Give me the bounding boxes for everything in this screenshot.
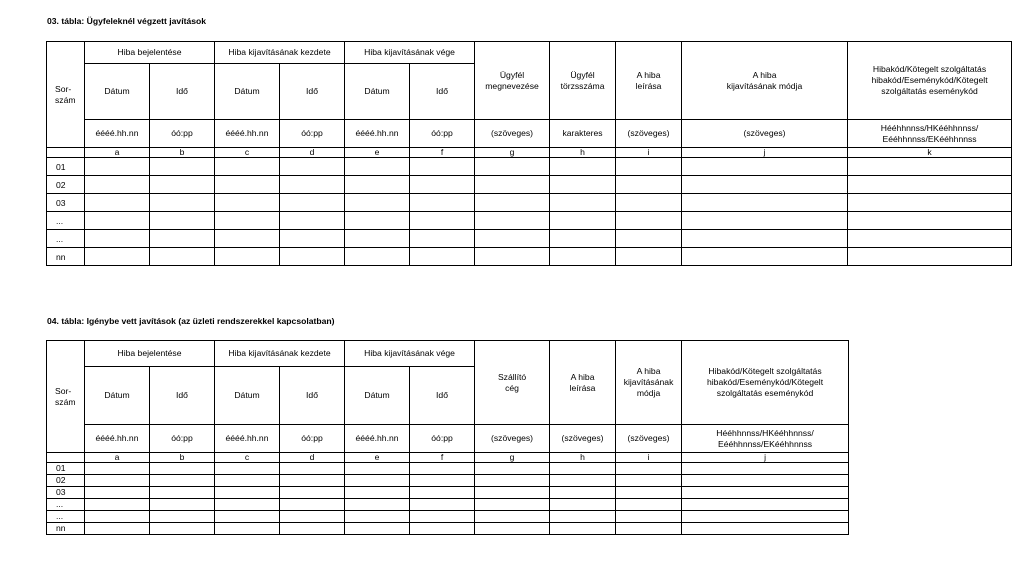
table-03 bbox=[46, 41, 1012, 266]
header-ido: Idő bbox=[410, 64, 475, 120]
data-cell bbox=[550, 463, 616, 475]
data-cell bbox=[215, 176, 280, 194]
table-row bbox=[47, 158, 1012, 176]
data-cell bbox=[682, 463, 849, 475]
table-row bbox=[47, 523, 849, 535]
column-letter: f bbox=[410, 453, 475, 463]
column-letter: a bbox=[85, 453, 150, 463]
data-cell bbox=[410, 499, 475, 511]
table-03-rows bbox=[47, 158, 1012, 266]
header-ugyfel-torzsszama: Ügyfél törzsszáma bbox=[550, 42, 616, 120]
empty-cell bbox=[47, 148, 85, 158]
data-cell bbox=[280, 475, 345, 487]
data-cell bbox=[475, 511, 550, 523]
data-cell bbox=[280, 176, 345, 194]
data-cell bbox=[150, 212, 215, 230]
data-cell bbox=[616, 487, 682, 499]
data-cell bbox=[848, 158, 1012, 176]
data-cell bbox=[475, 176, 550, 194]
format-hibakod: Hééhhnnss/HKééhhnnss/ Eééhhnnss/EKééhhnnss bbox=[682, 425, 849, 453]
data-cell bbox=[682, 212, 848, 230]
header-ugyfel-megnevezese: Ügyfél megnevezése bbox=[475, 42, 550, 120]
data-cell bbox=[475, 212, 550, 230]
data-cell bbox=[280, 499, 345, 511]
data-cell bbox=[85, 176, 150, 194]
table-03-title: 03. tábla: Ügyfeleknél végzett javítások bbox=[47, 16, 207, 26]
data-cell bbox=[550, 499, 616, 511]
column-letter: e bbox=[345, 148, 410, 158]
data-cell bbox=[150, 475, 215, 487]
data-cell bbox=[150, 194, 215, 212]
format-datum: éééé.hh.nn bbox=[345, 425, 410, 453]
group-kezdete: Hiba kijavításának kezdete bbox=[215, 341, 345, 367]
format-szoveges: (szöveges) bbox=[682, 120, 848, 148]
column-letter: j bbox=[682, 148, 848, 158]
table-row bbox=[47, 194, 1012, 212]
data-cell bbox=[280, 523, 345, 535]
sorszam-header: Sor- szám bbox=[47, 42, 85, 148]
data-cell bbox=[682, 194, 848, 212]
column-letter: h bbox=[550, 148, 616, 158]
format-ido: óó:pp bbox=[150, 425, 215, 453]
format-ido: óó:pp bbox=[280, 425, 345, 453]
data-cell bbox=[280, 212, 345, 230]
header-hibakod: Hibakód/Kötegelt szolgáltatás hibakód/Eseménykód/Kötegelt szolgáltatás eseménykód bbox=[848, 42, 1012, 120]
header-ido: Idő bbox=[150, 367, 215, 425]
data-cell bbox=[682, 511, 849, 523]
data-cell bbox=[215, 158, 280, 176]
format-szoveges: (szöveges) bbox=[616, 425, 682, 453]
data-cell bbox=[150, 230, 215, 248]
data-cell bbox=[848, 176, 1012, 194]
table-04-title: 04. tábla: Igénybe vett javítások (az üzleti rendszerekkel kapcsolatban) bbox=[47, 316, 335, 326]
column-letter: e bbox=[345, 453, 410, 463]
format-datum: éééé.hh.nn bbox=[85, 120, 150, 148]
data-cell bbox=[475, 487, 550, 499]
column-letter: c bbox=[215, 453, 280, 463]
data-cell bbox=[550, 248, 616, 266]
table-row bbox=[47, 475, 849, 487]
table-row bbox=[47, 463, 849, 475]
data-cell bbox=[616, 230, 682, 248]
data-cell bbox=[215, 499, 280, 511]
format-ido: óó:pp bbox=[410, 425, 475, 453]
data-cell bbox=[616, 523, 682, 535]
header-datum: Dátum bbox=[345, 64, 410, 120]
data-cell bbox=[550, 230, 616, 248]
data-cell bbox=[345, 212, 410, 230]
data-cell bbox=[85, 511, 150, 523]
data-cell bbox=[848, 212, 1012, 230]
header-ido: Idő bbox=[150, 64, 215, 120]
format-szoveges: (szöveges) bbox=[616, 120, 682, 148]
format-szoveges: (szöveges) bbox=[475, 120, 550, 148]
data-cell bbox=[475, 248, 550, 266]
group-bejelentes: Hiba bejelentése bbox=[85, 42, 215, 64]
data-cell bbox=[345, 523, 410, 535]
sorszam-header: Sor- szám bbox=[47, 341, 85, 453]
data-cell bbox=[682, 487, 849, 499]
data-cell bbox=[410, 248, 475, 266]
data-cell bbox=[682, 499, 849, 511]
data-cell bbox=[150, 487, 215, 499]
data-cell bbox=[848, 194, 1012, 212]
data-cell bbox=[550, 212, 616, 230]
data-cell bbox=[616, 511, 682, 523]
data-cell bbox=[345, 499, 410, 511]
column-letter: f bbox=[410, 148, 475, 158]
row-number: 03 bbox=[47, 194, 85, 212]
column-letter: h bbox=[550, 453, 616, 463]
data-cell bbox=[345, 248, 410, 266]
column-letter: b bbox=[150, 453, 215, 463]
format-ido: óó:pp bbox=[150, 120, 215, 148]
data-cell bbox=[85, 523, 150, 535]
data-cell bbox=[410, 194, 475, 212]
column-letter: c bbox=[215, 148, 280, 158]
format-datum: éééé.hh.nn bbox=[215, 425, 280, 453]
data-cell bbox=[475, 158, 550, 176]
format-karakteres: karakteres bbox=[550, 120, 616, 148]
data-cell bbox=[550, 194, 616, 212]
table-row bbox=[47, 248, 1012, 266]
table-row bbox=[47, 487, 849, 499]
data-cell bbox=[345, 176, 410, 194]
data-cell bbox=[280, 487, 345, 499]
header-ido: Idő bbox=[280, 64, 345, 120]
group-vege: Hiba kijavításának vége bbox=[345, 341, 475, 367]
format-hibakod: Hééhhnnss/HKééhhnnss/ Eééhhnnss/EKééhhnnss bbox=[848, 120, 1012, 148]
column-letter: d bbox=[280, 148, 345, 158]
data-cell bbox=[475, 499, 550, 511]
data-cell bbox=[682, 176, 848, 194]
column-letter: a bbox=[85, 148, 150, 158]
table-row bbox=[47, 230, 1012, 248]
data-cell bbox=[475, 523, 550, 535]
column-letter: j bbox=[682, 453, 849, 463]
column-letter: d bbox=[280, 453, 345, 463]
group-vege: Hiba kijavításának vége bbox=[345, 42, 475, 64]
data-cell bbox=[150, 463, 215, 475]
data-cell bbox=[410, 523, 475, 535]
data-cell bbox=[150, 499, 215, 511]
row-number: 01 bbox=[47, 158, 85, 176]
header-hiba-leirasa: A hiba leírása bbox=[616, 42, 682, 120]
data-cell bbox=[280, 248, 345, 266]
data-cell bbox=[150, 158, 215, 176]
data-cell bbox=[85, 212, 150, 230]
data-cell bbox=[85, 499, 150, 511]
format-datum: éééé.hh.nn bbox=[215, 120, 280, 148]
data-cell bbox=[280, 511, 345, 523]
data-cell bbox=[410, 511, 475, 523]
data-cell bbox=[550, 475, 616, 487]
table-row bbox=[47, 499, 849, 511]
column-letter: k bbox=[848, 148, 1012, 158]
data-cell bbox=[616, 176, 682, 194]
row-number: nn bbox=[47, 523, 85, 535]
data-cell bbox=[475, 463, 550, 475]
column-letter: g bbox=[475, 148, 550, 158]
data-cell bbox=[345, 463, 410, 475]
row-number: 02 bbox=[47, 176, 85, 194]
data-cell bbox=[616, 158, 682, 176]
column-letter: i bbox=[616, 148, 682, 158]
header-kijavitas-modja: A hiba kijavításának módja bbox=[616, 341, 682, 425]
data-cell bbox=[410, 158, 475, 176]
data-cell bbox=[280, 463, 345, 475]
data-cell bbox=[215, 194, 280, 212]
data-cell bbox=[345, 158, 410, 176]
format-ido: óó:pp bbox=[280, 120, 345, 148]
data-cell bbox=[616, 212, 682, 230]
data-cell bbox=[616, 248, 682, 266]
data-cell bbox=[682, 248, 848, 266]
data-cell bbox=[848, 230, 1012, 248]
header-datum: Dátum bbox=[345, 367, 410, 425]
column-letter: b bbox=[150, 148, 215, 158]
header-ido: Idő bbox=[280, 367, 345, 425]
data-cell bbox=[215, 212, 280, 230]
data-cell bbox=[410, 230, 475, 248]
data-cell bbox=[280, 194, 345, 212]
table-row bbox=[47, 212, 1012, 230]
data-cell bbox=[475, 475, 550, 487]
data-cell bbox=[682, 230, 848, 248]
data-cell bbox=[345, 194, 410, 212]
data-cell bbox=[616, 194, 682, 212]
data-cell bbox=[616, 499, 682, 511]
data-cell bbox=[410, 487, 475, 499]
header-hibakod: Hibakód/Kötegelt szolgáltatás hibakód/Eseménykód/Kötegelt szolgáltatás eseménykód bbox=[682, 341, 849, 425]
data-cell bbox=[280, 158, 345, 176]
table-04 bbox=[46, 340, 849, 535]
group-kezdete: Hiba kijavításának kezdete bbox=[215, 42, 345, 64]
data-cell bbox=[410, 212, 475, 230]
column-letter: g bbox=[475, 453, 550, 463]
data-cell bbox=[215, 230, 280, 248]
data-cell bbox=[85, 158, 150, 176]
data-cell bbox=[85, 248, 150, 266]
data-cell bbox=[215, 511, 280, 523]
data-cell bbox=[550, 511, 616, 523]
data-cell bbox=[215, 248, 280, 266]
data-cell bbox=[85, 230, 150, 248]
data-cell bbox=[616, 463, 682, 475]
table-row bbox=[47, 176, 1012, 194]
data-cell bbox=[345, 511, 410, 523]
group-bejelentes: Hiba bejelentése bbox=[85, 341, 215, 367]
data-cell bbox=[550, 487, 616, 499]
data-cell bbox=[215, 487, 280, 499]
row-number: ... bbox=[47, 499, 85, 511]
table-row bbox=[47, 511, 849, 523]
data-cell bbox=[150, 523, 215, 535]
format-szoveges: (szöveges) bbox=[550, 425, 616, 453]
data-cell bbox=[410, 475, 475, 487]
data-cell bbox=[682, 158, 848, 176]
data-cell bbox=[150, 511, 215, 523]
data-cell bbox=[550, 158, 616, 176]
data-cell bbox=[215, 475, 280, 487]
row-number: nn bbox=[47, 248, 85, 266]
header-datum: Dátum bbox=[85, 64, 150, 120]
data-cell bbox=[475, 230, 550, 248]
data-cell bbox=[616, 475, 682, 487]
header-datum: Dátum bbox=[215, 64, 280, 120]
format-datum: éééé.hh.nn bbox=[345, 120, 410, 148]
row-number: ... bbox=[47, 511, 85, 523]
format-szoveges: (szöveges) bbox=[475, 425, 550, 453]
data-cell bbox=[345, 487, 410, 499]
header-kijavitas-modja: A hiba kijavításának módja bbox=[682, 42, 848, 120]
data-cell bbox=[215, 523, 280, 535]
row-number: ... bbox=[47, 230, 85, 248]
data-cell bbox=[550, 176, 616, 194]
row-number: ... bbox=[47, 212, 85, 230]
header-datum: Dátum bbox=[215, 367, 280, 425]
format-ido: óó:pp bbox=[410, 120, 475, 148]
header-datum: Dátum bbox=[85, 367, 150, 425]
data-cell bbox=[215, 463, 280, 475]
data-cell bbox=[85, 475, 150, 487]
row-number: 02 bbox=[47, 475, 85, 487]
row-number: 01 bbox=[47, 463, 85, 475]
header-ido: Idő bbox=[410, 367, 475, 425]
data-cell bbox=[345, 475, 410, 487]
data-cell bbox=[410, 176, 475, 194]
column-letter: i bbox=[616, 453, 682, 463]
data-cell bbox=[85, 463, 150, 475]
data-cell bbox=[475, 194, 550, 212]
data-cell bbox=[85, 194, 150, 212]
format-datum: éééé.hh.nn bbox=[85, 425, 150, 453]
data-cell bbox=[345, 230, 410, 248]
data-cell bbox=[682, 523, 849, 535]
data-cell bbox=[150, 176, 215, 194]
header-hiba-leirasa: A hiba leírása bbox=[550, 341, 616, 425]
header-szallito-ceg: Szállító cég bbox=[475, 341, 550, 425]
data-cell bbox=[682, 475, 849, 487]
data-cell bbox=[848, 248, 1012, 266]
data-cell bbox=[280, 230, 345, 248]
data-cell bbox=[150, 248, 215, 266]
data-cell bbox=[550, 523, 616, 535]
data-cell bbox=[85, 487, 150, 499]
row-number: 03 bbox=[47, 487, 85, 499]
empty-cell bbox=[47, 453, 85, 463]
table-04-rows bbox=[47, 463, 849, 535]
data-cell bbox=[410, 463, 475, 475]
